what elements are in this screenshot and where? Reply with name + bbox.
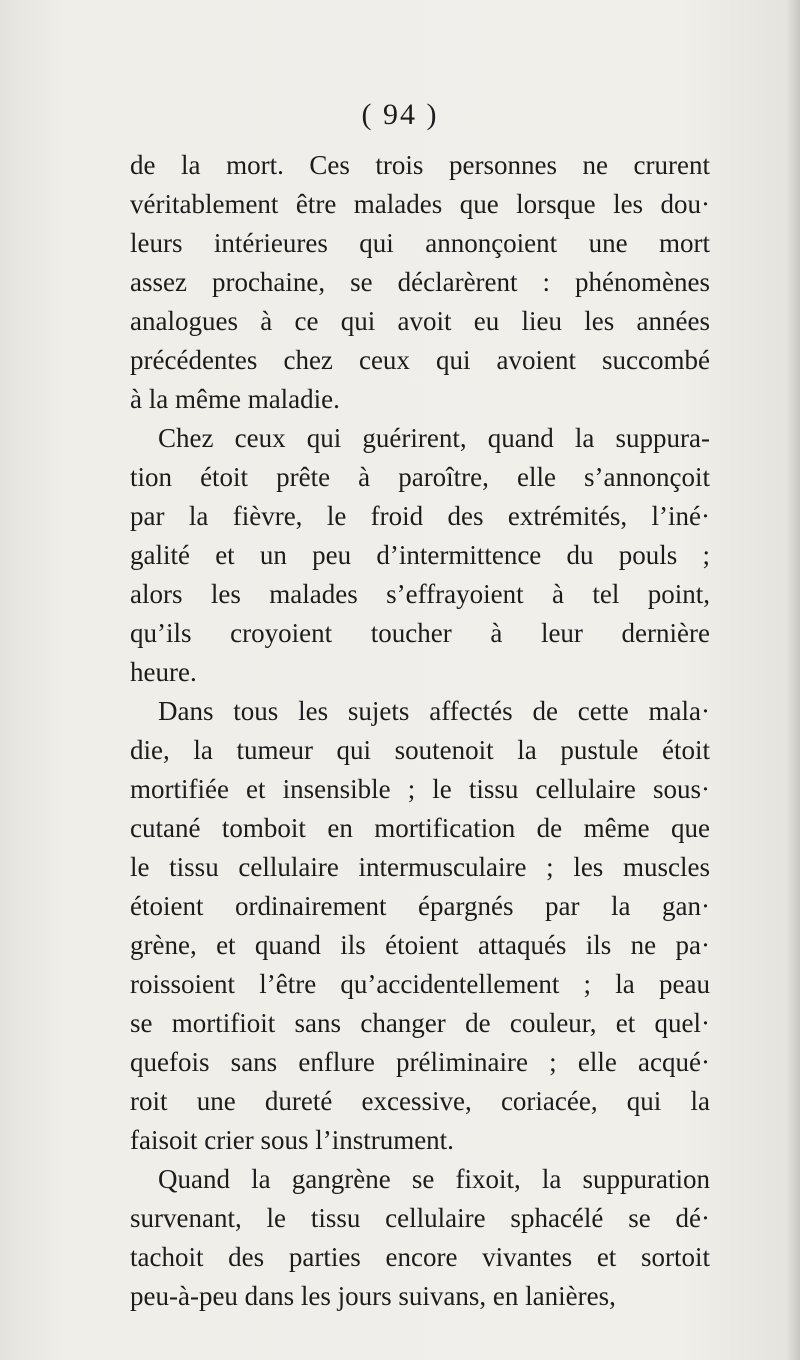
text-line: le tissu cellulaire intermusculaire ; les muscles (130, 852, 710, 882)
text-line: tion étoit prête à paroître, elle s’annonçoit (130, 462, 710, 492)
text-line: leurs intérieures qui annonçoient une mort (130, 228, 710, 258)
text-line: cutané tomboit en mortification de même que (130, 813, 710, 843)
text-line: tachoit des parties encore vivantes et sortoit (130, 1242, 710, 1272)
text-line: alors les malades s’effrayoient à tel point, (130, 579, 710, 609)
text-line: grène, et quand ils étoient attaqués ils ne pa· (130, 930, 710, 960)
text-line: galité et un peu d’intermittence du pouls ; (130, 540, 710, 570)
paragraph (130, 692, 710, 1160)
text-line: survenant, le tissu cellulaire sphacélé se dé· (130, 1203, 710, 1233)
text-line: précédentes chez ceux qui avoient succombé (130, 345, 710, 375)
body-text (130, 146, 710, 1316)
text-line: étoient ordinairement épargnés par la gan· (130, 891, 710, 921)
text-line: mortifiée et insensible ; le tissu cellulaire sous· (130, 774, 710, 804)
paragraph (130, 146, 710, 419)
text-line: Quand la gangrène se fixoit, la suppuration (158, 1164, 710, 1194)
text-line: die, la tumeur qui soutenoit la pustule étoit (130, 735, 710, 765)
text-line: heure. (130, 657, 197, 687)
text-line: Chez ceux qui guérirent, quand la suppura- (158, 423, 710, 453)
text-line: roissoient l’être qu’accidentellement ; la peau (130, 969, 710, 999)
text-line: analogues à ce qui avoit eu lieu les années (130, 306, 710, 336)
text-line: de la mort. Ces trois personnes ne crurent (130, 150, 710, 180)
text-line: faisoit crier sous l’instrument. (130, 1125, 454, 1155)
page-number: ( 94 ) (361, 98, 439, 131)
text-line: qu’ils croyoient toucher à leur dernière (130, 618, 710, 648)
paragraph (130, 1160, 710, 1316)
text-line: quefois sans enflure préliminaire ; elle acqué· (130, 1047, 710, 1077)
text-line: véritablement être malades que lorsque les dou· (130, 189, 710, 219)
text-line: à la même maladie. (130, 384, 340, 414)
text-line: Dans tous les sujets affectés de cette mala· (158, 696, 710, 726)
text-line: par la fièvre, le froid des extrémités, l’iné· (130, 501, 710, 531)
text-line: roit une dureté excessive, coriacée, qui la (130, 1086, 710, 1116)
text-line: se mortifioit sans changer de couleur, et quel· (130, 1008, 710, 1038)
page-edge-shadow (786, 0, 800, 1360)
paragraph (130, 419, 710, 692)
text-line: assez prochaine, se déclarèrent : phénomènes (130, 267, 710, 297)
text-line: peu-à-peu dans les jours suivans, en lanières, (130, 1281, 616, 1311)
